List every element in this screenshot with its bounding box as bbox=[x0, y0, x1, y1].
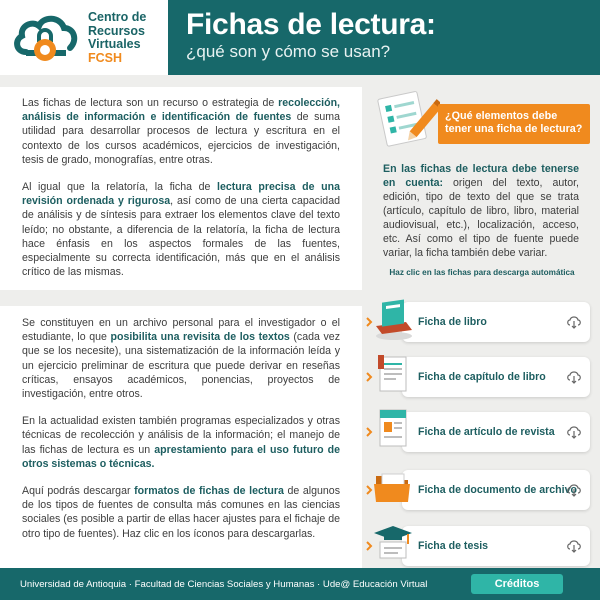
text-run: Al igual que la relatoría, la ficha de bbox=[22, 181, 218, 194]
card-label: Ficha de artículo de revista bbox=[418, 426, 555, 438]
cloud-download-icon[interactable] bbox=[566, 483, 582, 497]
title-banner bbox=[168, 0, 600, 75]
bold-run: aprestamiento para el uso futuro de otros sistemas o técnicas. bbox=[22, 443, 340, 470]
usage-paragraph-2 bbox=[22, 414, 340, 471]
intro-paragraph-1 bbox=[22, 96, 340, 167]
header bbox=[0, 0, 600, 75]
bold-run: recolección, análisis de información e identificación de fuentes bbox=[22, 97, 340, 124]
page-subtitle: ¿qué son y cómo se usan? bbox=[186, 42, 391, 61]
usage-paragraph-3 bbox=[22, 484, 340, 541]
cloud-download-icon[interactable] bbox=[566, 425, 582, 439]
text-run: origen del texto, autor, edición, tipo de texto del que se trata (artículo, capítulo de libro, libro, material audiovisual, etc.), localización, acceso, etc. Así como el tipo de fuente puede variar, la ficha también debe variar. bbox=[383, 177, 579, 259]
bold-run: En las fichas de lectura debe tenerse en cuenta: bbox=[383, 163, 579, 189]
intro-section bbox=[0, 88, 362, 290]
archive-folder-icon bbox=[372, 464, 414, 510]
bold-run: lectura precisa de una revisión ordenada y rigurosa bbox=[22, 181, 341, 208]
logo-line-2: Recursos bbox=[88, 23, 145, 38]
text-run: (cada vez que se los necesite), una sistematización de la información leída y un ejercicio preliminar de escritura que puede derivar en reseñas críticas, ensayos académicos, ponencias, proyectos de investigación, entre otros. bbox=[22, 331, 340, 401]
download-hint: Haz clic en las fichas para descarga automática bbox=[389, 268, 575, 277]
question-body bbox=[383, 162, 579, 260]
logo-line-1: Centro de bbox=[88, 10, 147, 24]
card-label: Ficha de documento de archivo bbox=[418, 484, 577, 496]
checklist-pencil-icon bbox=[372, 86, 440, 150]
graduation-cap-icon bbox=[372, 520, 414, 566]
bold-run: posibilita una revisita de los textos bbox=[110, 331, 290, 344]
footer-text: Universidad de Antioquia · Facultad de Ciencias Sociales y Humanas · Ude@ Educación Virtual bbox=[20, 578, 428, 590]
intro-paragraph-2 bbox=[22, 180, 340, 279]
book-icon bbox=[372, 296, 414, 342]
text-run: En la actualidad existen también programas especializados y otras técnicas de recolección y análisis de la información; el manejo de las fichas de lectura es un bbox=[22, 415, 340, 456]
text-run: Las fichas de lectura son un recurso o estrategia de bbox=[22, 97, 279, 109]
book-chapter-icon bbox=[372, 351, 414, 397]
journal-icon bbox=[372, 406, 414, 452]
download-card-archivo[interactable] bbox=[372, 470, 590, 510]
usage-paragraph-1 bbox=[22, 316, 340, 401]
logo[interactable] bbox=[0, 0, 168, 75]
cloud-download-icon[interactable] bbox=[566, 315, 582, 329]
cloud-download-icon[interactable] bbox=[566, 539, 582, 553]
divider-band-top bbox=[0, 75, 600, 87]
download-card-tesis[interactable] bbox=[372, 526, 590, 566]
text-run: , así como de una cierta capacidad de análisis y de síntesis para extraer los elementos clave del texto leído; no obstante, a diferencia de la relatoría, la ficha de lectura hace énfasis en los aspectos formales de las fuentes, especialmente su correcta identificación, más que en el análisis crítico de las mismas. bbox=[22, 195, 340, 279]
text-run: Se constituyen en un archivo personal para el investigador o el estudiante, lo que bbox=[22, 317, 340, 344]
card-label: Ficha de libro bbox=[418, 316, 487, 328]
cloud-padlock-icon bbox=[12, 12, 78, 66]
usage-section bbox=[0, 306, 362, 568]
download-card-capitulo[interactable] bbox=[372, 357, 590, 397]
text-run: de suma utilidad para desarrollar procesos de lectura y escritura en el contexto de los cursos académicos, ejercicios de investigación, tesis de grado, monografías, entre otras. bbox=[22, 111, 340, 166]
card-label: Ficha de tesis bbox=[418, 540, 489, 552]
logo-line-3: Virtuales bbox=[88, 37, 141, 51]
card-label: Ficha de capítulo de libro bbox=[418, 371, 546, 383]
question-badge: ¿Qué elementos debe tener una ficha de lectura? bbox=[438, 104, 590, 144]
download-card-revista[interactable] bbox=[372, 412, 590, 452]
cloud-download-icon[interactable] bbox=[566, 370, 582, 384]
page-title: Fichas de lectura: bbox=[186, 8, 436, 41]
download-card-libro[interactable] bbox=[372, 302, 590, 342]
credits-button[interactable]: Créditos bbox=[471, 574, 563, 594]
logo-line-4: FCSH bbox=[88, 50, 123, 65]
text-run: de algunos de los tipos de fuentes de consulta más comunes en las ciencias sociales (es posible a partir de ellas hacer ajustes para el fichaje de otro tipo de fuentes). Haz clic en los íconos para descargarlas. bbox=[22, 485, 340, 540]
logo-text bbox=[88, 11, 146, 65]
bold-run: formatos de fichas de lectura bbox=[134, 485, 284, 498]
text-run: Aquí podrás descargar bbox=[22, 485, 135, 498]
